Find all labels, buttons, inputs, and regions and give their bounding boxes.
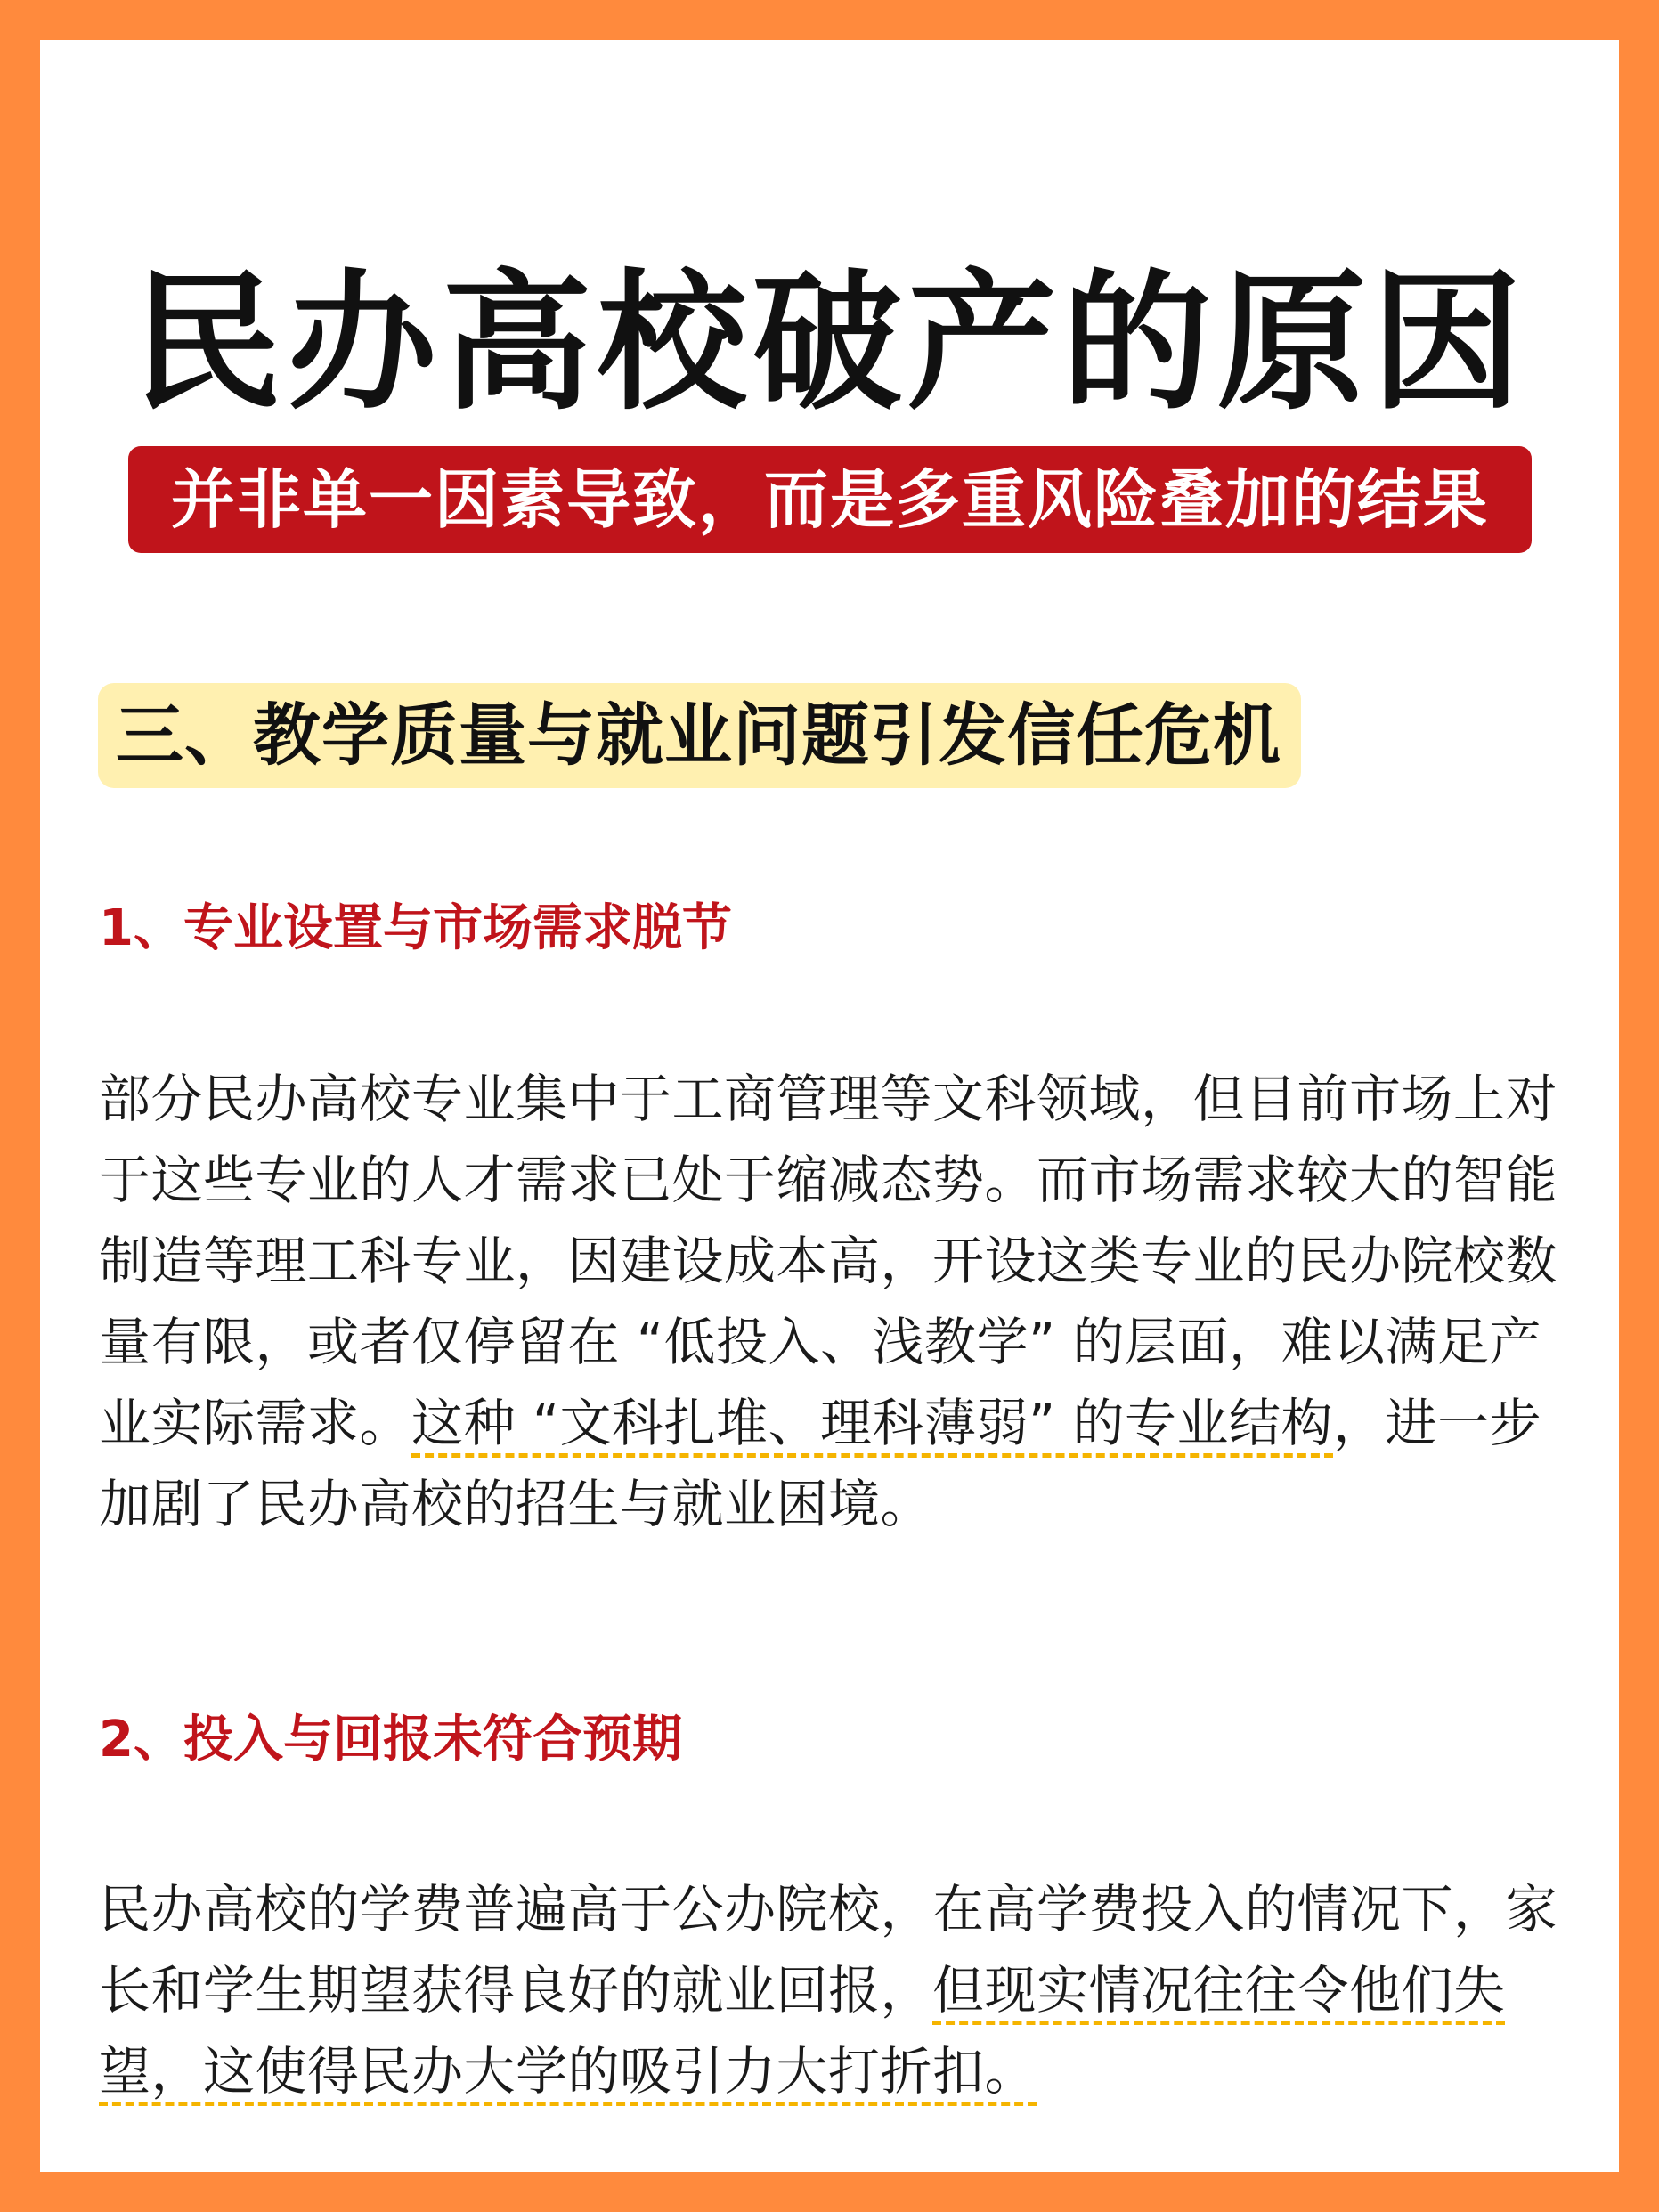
paragraph-text: 部分民办高校专业集中于工商管理等文科领域，但目前市场上对于这些专业的人才需求已处于缩减态势。而市场需求较大的智能制造等理工科专业，因建设成本高，开设这类专业的民办院校数量有限，或者仅停留在 “低投入、浅教学” 的层面，难以满足产业实际需求。	[99, 1069, 1558, 1453]
item-heading-1: 1、专业设置与市场需求脱节	[99, 899, 732, 957]
page-title: 民办高校破产的原因	[132, 256, 1527, 430]
item-heading-2: 2、投入与回报未符合预期	[99, 1711, 682, 1769]
paragraph-text: 民办高校的学费普遍高于公办院校，在高学费投入的情况下，家长和学生期望获得良好的就业回报，	[99, 1879, 1558, 2021]
highlighted-text: 这种 “文科扎堆、理科薄弱” 的专业结构	[411, 1393, 1333, 1453]
section-heading: 三、教学质量与就业问题引发信任危机	[98, 683, 1301, 788]
content-card	[40, 40, 1619, 2172]
subtitle-banner: 并非单一因素导致，而是多重风险叠加的结果	[128, 446, 1532, 553]
highlighted-text: 但现实情况往往令他们失望，这使得民办大学的吸引力大打折扣。	[99, 1960, 1506, 2102]
item-paragraph-2	[99, 1869, 1568, 2112]
item-paragraph-1	[99, 1059, 1568, 1545]
paragraph-text: ，进一步加剧了民办高校的招生与就业困境。	[99, 1393, 1542, 1534]
